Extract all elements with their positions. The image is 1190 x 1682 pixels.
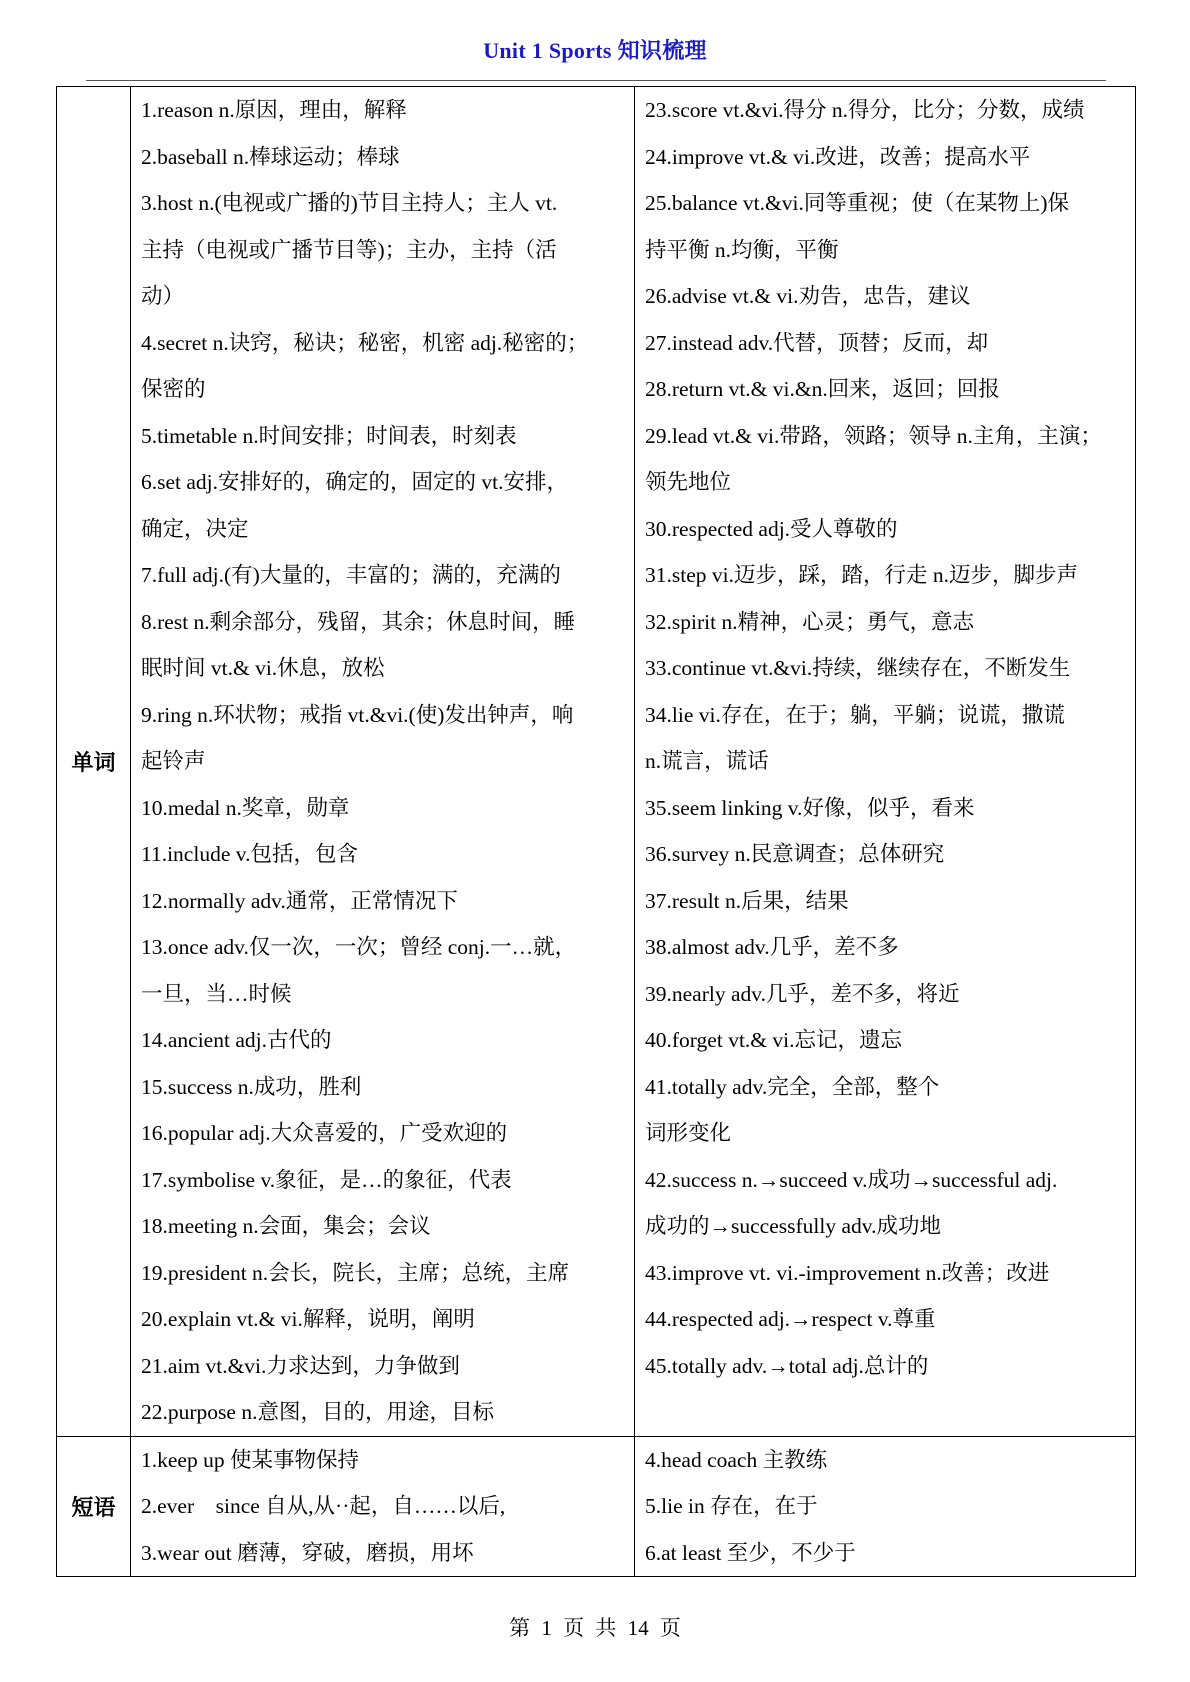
word-line: 29.lead vt.& vi.带路，领路；领导 n.主角，主演； [645, 423, 1102, 448]
word-line: 43.improve vt. vi.-improvement n.改善；改进 [645, 1260, 1050, 1285]
word-line: 起铃声 [141, 749, 206, 773]
page-title: Unit 1 Sports 知识梳理 [483, 38, 707, 63]
word-line: 主持（电视或广播节目等)；主办，主持（活 [141, 237, 557, 262]
word-line: 26.advise vt.& vi.劝告，忠告，建议 [645, 284, 971, 308]
word-line: 7.full adj.(有)大量的，丰富的；满的，充满的 [141, 563, 561, 587]
word-line: 17.symbolise v.象征，是…的象征，代表 [141, 1167, 512, 1192]
phrases-row [57, 1436, 1136, 1577]
word-line: 30.respected adj.受人尊敬的 [645, 516, 898, 541]
word-line: 32.spirit n.精神，心灵；勇气，意志 [645, 609, 975, 634]
words-row [57, 87, 1136, 1437]
title-divider [86, 80, 1106, 81]
word-line: 5.timetable n.时间安排；时间表，时刻表 [141, 423, 517, 448]
phrase-line: 5.lie in 存在，在于 [645, 1494, 818, 1518]
word-line: 18.meeting n.会面，集会；会议 [141, 1214, 431, 1238]
word-line: 24.improve vt.& vi.改进，改善；提高水平 [645, 144, 1031, 169]
word-line: 2.baseball n.棒球运动；棒球 [141, 144, 400, 169]
phrases-section-label: 短语 [57, 1436, 131, 1577]
word-line: 保密的 [141, 377, 206, 401]
word-line: 16.popular adj.大众喜爱的，广受欢迎的 [141, 1121, 508, 1145]
word-line: 36.survey n.民意调查；总体研究 [645, 842, 945, 866]
phrases-left-column [131, 1436, 635, 1577]
phrase-line: 1.keep up 使某事物保持 [141, 1447, 359, 1472]
word-line: 45.totally adv.→total adj.总计的 [645, 1353, 929, 1378]
word-line: 持平衡 n.均衡，平衡 [645, 237, 839, 262]
word-line: 28.return vt.& vi.&n.回来，返回；回报 [645, 377, 1000, 401]
word-line: 12.normally adv.通常，正常情况下 [141, 888, 458, 913]
phrases-right-column [635, 1436, 1136, 1577]
word-line: 19.president n.会长，院长，主席；总统，主席 [141, 1260, 570, 1285]
word-line: 4.secret n.诀窍，秘诀；秘密，机密 adj.秘密的； [141, 330, 589, 355]
word-line: 8.rest n.剩余部分，残留，其余；休息时间，睡 [141, 609, 576, 634]
word-line: n.谎言，谎话 [645, 749, 769, 773]
word-line: 44.respected adj.→respect v.尊重 [645, 1307, 936, 1331]
word-line: 35.seem linking v.好像，似乎，看来 [645, 795, 975, 820]
phrase-line: 2.ever since 自从,从··起，自……以后, [141, 1494, 506, 1518]
word-line: 37.result n.后果，结果 [645, 888, 849, 913]
words-left-column [131, 87, 635, 1437]
word-line: 31.step vi.迈步，踩，踏，行走 n.迈步，脚步声 [645, 563, 1078, 587]
word-line: 一旦，当…时候 [141, 981, 292, 1006]
word-line: 9.ring n.环状物；戒指 vt.&vi.(使)发出钟声，响 [141, 702, 574, 727]
word-line: 动） [141, 284, 185, 308]
word-line: 14.ancient adj.古代的 [141, 1028, 332, 1052]
phrase-line: 4.head coach 主教练 [645, 1447, 828, 1472]
knowledge-table [56, 86, 1136, 1577]
phrase-line: 6.at least 至少，不少于 [645, 1540, 856, 1565]
word-line: 眠时间 vt.& vi.休息，放松 [141, 656, 385, 680]
word-line: 1.reason n.原因，理由，解释 [141, 98, 407, 122]
word-line: 33.continue vt.&vi.持续，继续存在，不断发生 [645, 656, 1071, 680]
word-line: 40.forget vt.& vi.忘记，遗忘 [645, 1028, 902, 1052]
word-line: 11.include v.包括，包含 [141, 842, 358, 866]
word-line: 10.medal n.奖章，勋章 [141, 795, 350, 820]
words-section-label: 单词 [57, 87, 131, 1437]
word-line: 领先地位 [645, 470, 732, 494]
word-line: 27.instead adv.代替，顶替；反而，却 [645, 330, 989, 355]
word-line: 成功的→successfully adv.成功地 [645, 1214, 941, 1238]
word-line: 38.almost adv.几乎，差不多 [645, 935, 899, 959]
word-line: 42.success n.→succeed v.成功→successful adj. [645, 1167, 1058, 1192]
page-number: 第 1 页 共 14 页 [509, 1616, 681, 1640]
word-line: 15.success n.成功，胜利 [141, 1074, 362, 1099]
word-line: 25.balance vt.&vi.同等重视；使（在某物上)保 [645, 191, 1069, 215]
words-right-column [635, 87, 1136, 1437]
word-line: 34.lie vi.存在，在于；躺，平躺；说谎，撒谎 [645, 702, 1065, 727]
word-line: 21.aim vt.&vi.力求达到，力争做到 [141, 1353, 460, 1378]
word-line: 20.explain vt.& vi.解释，说明，阐明 [141, 1307, 475, 1331]
word-line: 6.set adj.安排好的，确定的，固定的 vt.安排， [141, 470, 568, 494]
word-line: 确定，决定 [141, 516, 249, 541]
word-line: 41.totally adv.完全，全部，整个 [645, 1074, 940, 1099]
word-line: 22.purpose n.意图，目的，用途，目标 [141, 1400, 494, 1424]
phrase-line: 3.wear out 磨薄，穿破，磨损，用坏 [141, 1540, 474, 1565]
word-line: 39.nearly adv.几乎，差不多，将近 [645, 981, 960, 1006]
word-forms-heading: 词形变化 [645, 1121, 732, 1145]
word-line: 23.score vt.&vi.得分 n.得分，比分；分数，成绩 [645, 98, 1085, 122]
word-line: 13.once adv.仅一次，一次；曾经 conj.一…就， [141, 935, 577, 959]
word-line: 3.host n.(电视或广播的)节目主持人；主人 vt. [141, 191, 558, 215]
